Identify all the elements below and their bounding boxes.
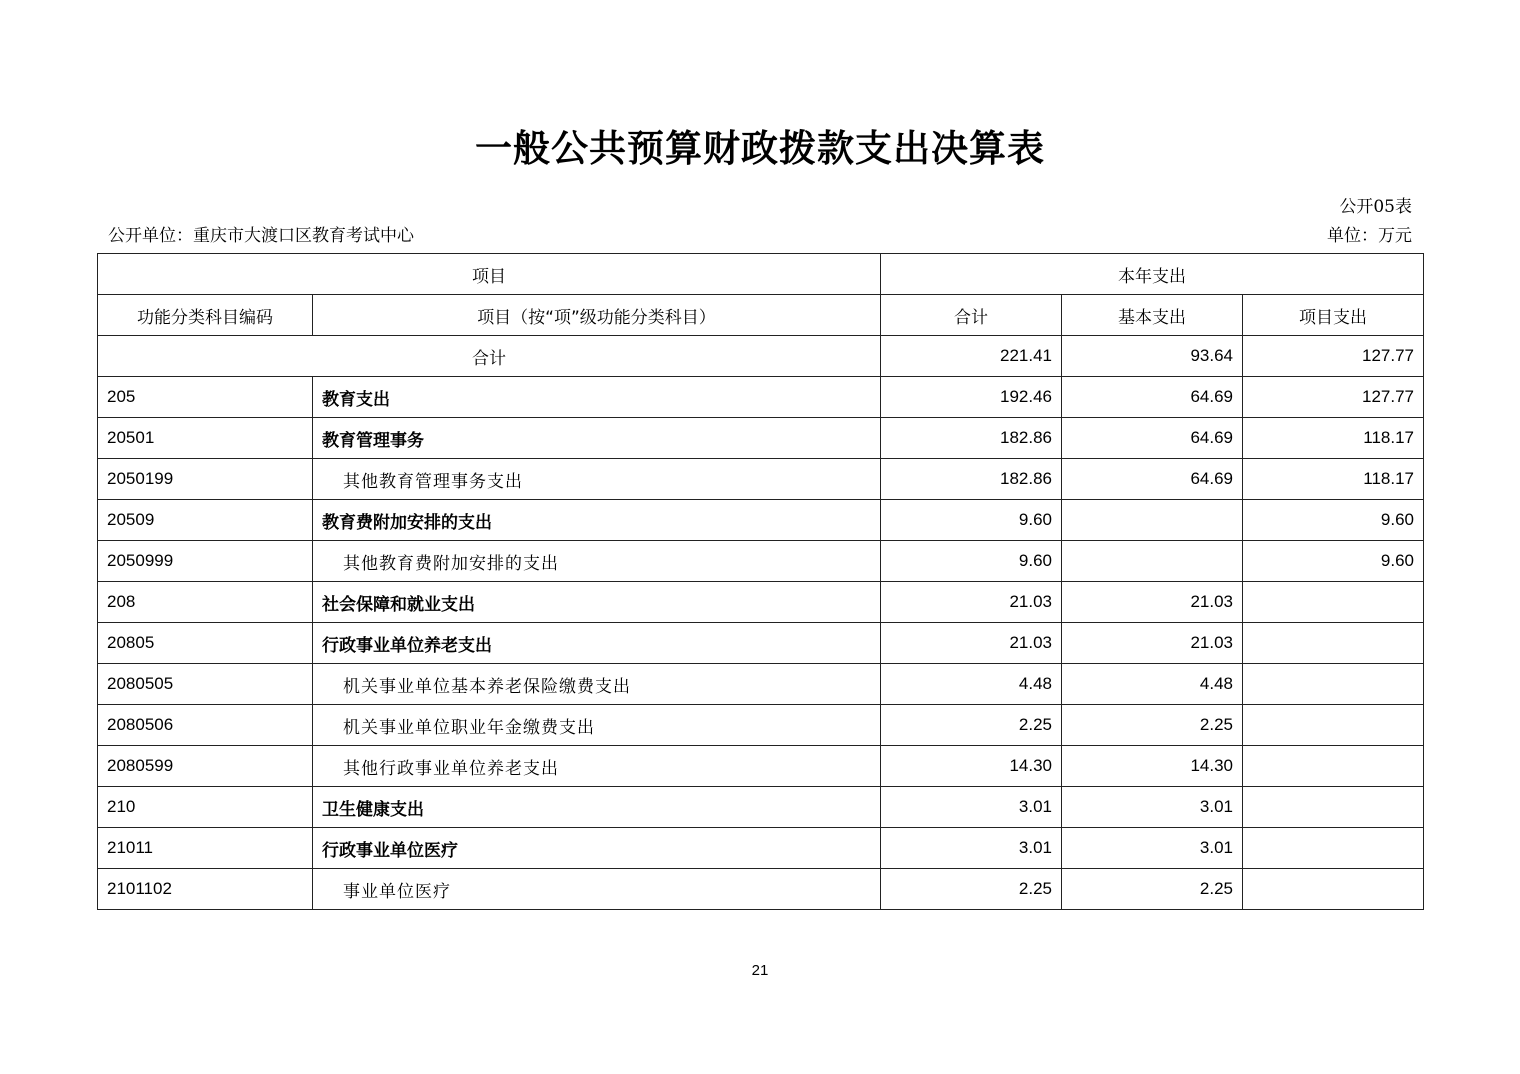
row-project — [1243, 828, 1424, 869]
total-basic: 93.64 — [1062, 336, 1243, 377]
page-title: 一般公共预算财政拨款支出决算表 — [475, 127, 1045, 170]
row-project — [1243, 664, 1424, 705]
row-project: 127.77 — [1243, 377, 1424, 418]
table-row — [98, 664, 1424, 705]
row-project — [1243, 582, 1424, 623]
row-project: 118.17 — [1243, 418, 1424, 459]
row-code: 20805 — [98, 623, 313, 664]
row-code: 21011 — [98, 828, 313, 869]
table-row — [98, 869, 1424, 910]
header-project: 项目支出 — [1243, 295, 1424, 336]
row-name: 其他行政事业单位养老支出 — [313, 746, 881, 787]
header-item-group: 项目 — [98, 254, 881, 295]
row-name: 教育费附加安排的支出 — [313, 500, 881, 541]
row-basic: 2.25 — [1062, 869, 1243, 910]
header-total: 合计 — [881, 295, 1062, 336]
row-basic: 21.03 — [1062, 582, 1243, 623]
row-code: 2101102 — [98, 869, 313, 910]
row-total: 9.60 — [881, 541, 1062, 582]
row-basic: 3.01 — [1062, 828, 1243, 869]
row-basic: 4.48 — [1062, 664, 1243, 705]
row-basic: 2.25 — [1062, 705, 1243, 746]
row-total: 3.01 — [881, 828, 1062, 869]
row-basic: 14.30 — [1062, 746, 1243, 787]
row-name: 事业单位医疗 — [313, 869, 881, 910]
row-basic: 64.69 — [1062, 377, 1243, 418]
form-number: 公开05表 — [1339, 197, 1412, 217]
row-project — [1243, 705, 1424, 746]
header-basic: 基本支出 — [1062, 295, 1243, 336]
currency-unit: 单位：万元 — [1327, 226, 1412, 246]
reporting-unit: 公开单位：重庆市大渡口区教育考试中心 — [108, 226, 414, 246]
row-code: 2050199 — [98, 459, 313, 500]
row-total: 182.86 — [881, 418, 1062, 459]
header-name: 项目（按“项”级功能分类科目） — [313, 295, 881, 336]
row-code: 208 — [98, 582, 313, 623]
total-label: 合计 — [98, 336, 881, 377]
row-total: 192.46 — [881, 377, 1062, 418]
row-total: 3.01 — [881, 787, 1062, 828]
row-basic — [1062, 541, 1243, 582]
row-name: 教育管理事务 — [313, 418, 881, 459]
row-basic: 21.03 — [1062, 623, 1243, 664]
row-name: 其他教育管理事务支出 — [313, 459, 881, 500]
row-code: 2080506 — [98, 705, 313, 746]
row-project: 9.60 — [1243, 500, 1424, 541]
row-basic: 64.69 — [1062, 418, 1243, 459]
table-row — [98, 541, 1424, 582]
row-total: 21.03 — [881, 582, 1062, 623]
table-row — [98, 459, 1424, 500]
total-row — [98, 336, 1424, 377]
row-code: 2050999 — [98, 541, 313, 582]
budget-table — [97, 253, 1424, 910]
total-project: 127.77 — [1243, 336, 1424, 377]
table-row — [98, 418, 1424, 459]
row-name: 社会保障和就业支出 — [313, 582, 881, 623]
table-row — [98, 500, 1424, 541]
row-name: 行政事业单位养老支出 — [313, 623, 881, 664]
table-row — [98, 828, 1424, 869]
total-total: 221.41 — [881, 336, 1062, 377]
row-code: 2080599 — [98, 746, 313, 787]
row-name: 教育支出 — [313, 377, 881, 418]
row-total: 182.86 — [881, 459, 1062, 500]
row-project: 9.60 — [1243, 541, 1424, 582]
row-basic: 64.69 — [1062, 459, 1243, 500]
table-row — [98, 705, 1424, 746]
header-code: 功能分类科目编码 — [98, 295, 313, 336]
row-total: 2.25 — [881, 869, 1062, 910]
table-row — [98, 787, 1424, 828]
table-row — [98, 746, 1424, 787]
row-total: 4.48 — [881, 664, 1062, 705]
row-name: 行政事业单位医疗 — [313, 828, 881, 869]
table-header — [98, 254, 1424, 336]
table-row — [98, 582, 1424, 623]
table-body — [98, 336, 1424, 910]
row-total: 21.03 — [881, 623, 1062, 664]
row-code: 2080505 — [98, 664, 313, 705]
page-number: 21 — [751, 962, 769, 979]
row-name: 机关事业单位职业年金缴费支出 — [313, 705, 881, 746]
row-project — [1243, 746, 1424, 787]
row-name: 卫生健康支出 — [313, 787, 881, 828]
row-name: 其他教育费附加安排的支出 — [313, 541, 881, 582]
row-code: 205 — [98, 377, 313, 418]
row-basic — [1062, 500, 1243, 541]
row-code: 210 — [98, 787, 313, 828]
row-project — [1243, 787, 1424, 828]
table-row — [98, 623, 1424, 664]
row-project: 118.17 — [1243, 459, 1424, 500]
row-basic: 3.01 — [1062, 787, 1243, 828]
table-row — [98, 377, 1424, 418]
row-name: 机关事业单位基本养老保险缴费支出 — [313, 664, 881, 705]
row-code: 20501 — [98, 418, 313, 459]
row-total: 2.25 — [881, 705, 1062, 746]
row-code: 20509 — [98, 500, 313, 541]
row-total: 14.30 — [881, 746, 1062, 787]
header-expense-group: 本年支出 — [881, 254, 1424, 295]
row-project — [1243, 869, 1424, 910]
row-project — [1243, 623, 1424, 664]
row-total: 9.60 — [881, 500, 1062, 541]
